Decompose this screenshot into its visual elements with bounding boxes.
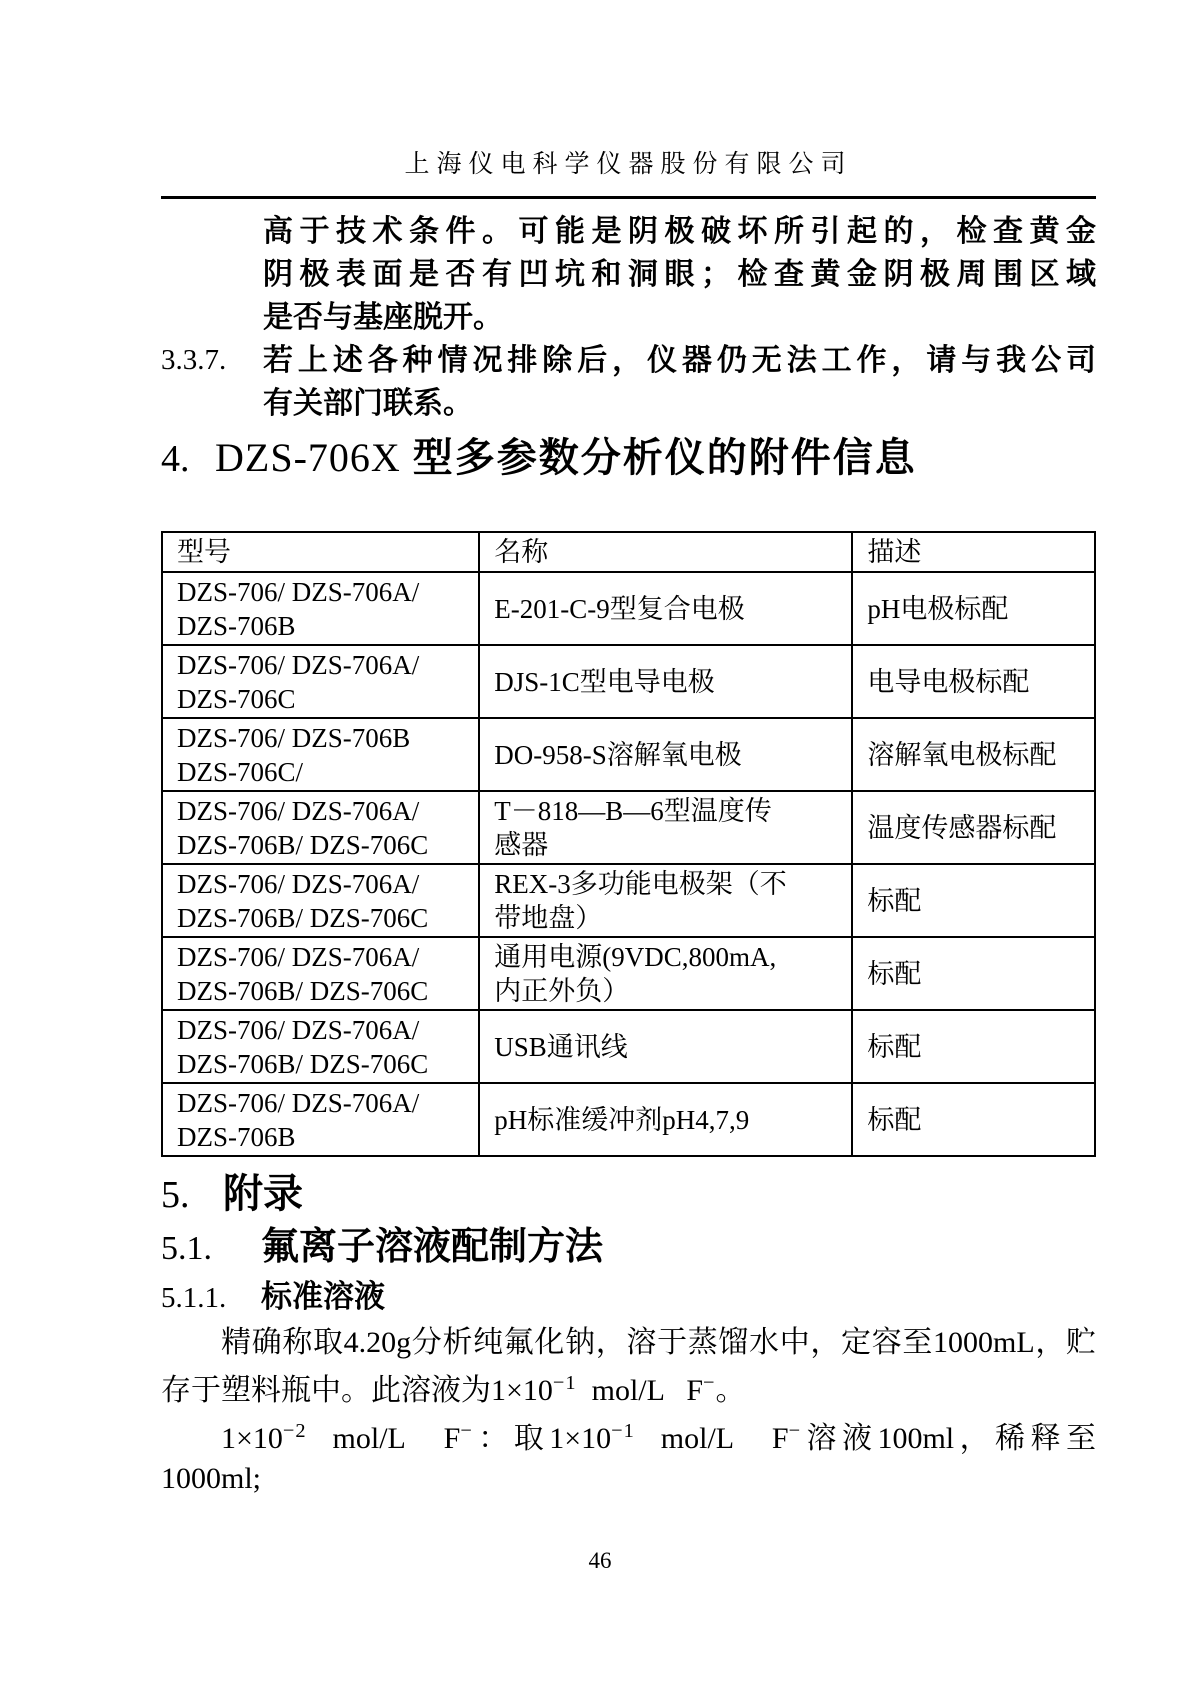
table-header-row xyxy=(162,532,1095,572)
table-row xyxy=(162,937,1095,1010)
accessories-table xyxy=(161,531,1096,1157)
superscript: −1 xyxy=(552,1372,577,1394)
section-number: 5.1. xyxy=(161,1230,212,1267)
appendix-paragraph-1 xyxy=(161,1323,1096,1411)
section-title: 附录 xyxy=(223,1172,303,1216)
model-cell: DZS-706/ DZS-706A/ DZS-706C xyxy=(162,645,479,718)
superscript: − xyxy=(788,1420,802,1442)
model-cell: DZS-706/ DZS-706B DZS-706C/ xyxy=(162,718,479,791)
name-cell: REX-3多功能电极架（不 带地盘） xyxy=(479,864,852,937)
section-title: 氟离子溶液配制方法 xyxy=(261,1226,604,1268)
model-cell: DZS-706/ DZS-706A/ DZS-706B/ DZS-706C xyxy=(162,791,479,864)
name-cell: E-201-C-9型复合电极 xyxy=(479,572,852,645)
name-cell: T－818—B—6型温度传 感器 xyxy=(479,791,852,864)
header-rule xyxy=(161,196,1096,199)
section-5-heading xyxy=(161,1171,1096,1218)
section-number: 4. xyxy=(161,438,190,480)
paragraph-line: 有关部门联系。 xyxy=(263,387,473,420)
desc-cell: 温度传感器标配 xyxy=(852,791,1095,864)
section-title: 型多参数分析仪的附件信息 xyxy=(412,436,917,480)
desc-cell: 电导电极标配 xyxy=(852,645,1095,718)
paragraph-line: $1\times 10^{-2}$ mol/L F−：取$1\times 10^{-1}$ mol/L F−溶液100ml，稀释至 xyxy=(221,1420,1096,1455)
paragraph-line: 若上述各种情况排除后，仪器仍无法工作，请与我公司 xyxy=(263,344,1096,377)
column-header-desc: 描述 xyxy=(852,532,1095,572)
table-row xyxy=(162,572,1095,645)
table-row xyxy=(162,864,1095,937)
troubleshooting-continuation xyxy=(263,210,1096,339)
name-cell: pH标准缓冲剂pH4,7,9 xyxy=(479,1083,852,1156)
column-header-name: 名称 xyxy=(479,532,852,572)
page-number: 46 xyxy=(588,1548,612,1573)
model-cell: DZS-706/ DZS-706A/ DZS-706B/ DZS-706C xyxy=(162,864,479,937)
section-5-1-heading xyxy=(161,1225,1096,1271)
section-5-1-1-heading xyxy=(161,1279,1096,1316)
section-model: DZS-706X xyxy=(215,435,401,480)
superscript: − xyxy=(703,1372,716,1394)
section-title: 标准溶液 xyxy=(261,1279,385,1314)
item-3-3-7 xyxy=(161,339,1096,425)
model-cell: DZS-706/ DZS-706A/ DZS-706B xyxy=(162,572,479,645)
paragraph-line: 高于技术条件。可能是阴极破坏所引起的，检查黄金 xyxy=(263,215,1096,248)
desc-cell: 标配 xyxy=(852,937,1095,1010)
column-header-model: 型号 xyxy=(162,532,479,572)
company-header: 上海仪电科学仪器股份有限公司 xyxy=(404,151,853,178)
name-cell: DO-958-S溶解氧电极 xyxy=(479,718,852,791)
section-number: 5. xyxy=(161,1174,190,1216)
table-row xyxy=(162,1010,1095,1083)
name-cell: USB通讯线 xyxy=(479,1010,852,1083)
table-row xyxy=(162,791,1095,864)
superscript: −1 xyxy=(611,1420,635,1442)
desc-cell: pH电极标配 xyxy=(852,572,1095,645)
paragraph-line: 1000ml; xyxy=(161,1462,262,1495)
item-body xyxy=(263,339,1096,425)
item-number: 3.3.7. xyxy=(161,344,227,376)
superscript: − xyxy=(460,1420,473,1442)
desc-cell: 溶解氧电极标配 xyxy=(852,718,1095,791)
model-cell: DZS-706/ DZS-706A/ DZS-706B/ DZS-706C xyxy=(162,1010,479,1083)
section-number: 5.1.1. xyxy=(161,1282,227,1314)
name-cell: DJS-1C型电导电极 xyxy=(479,645,852,718)
table-row xyxy=(162,718,1095,791)
model-cell: DZS-706/ DZS-706A/ DZS-706B/ DZS-706C xyxy=(162,937,479,1010)
desc-cell: 标配 xyxy=(852,1083,1095,1156)
appendix-paragraph-2 xyxy=(161,1411,1096,1499)
page-content xyxy=(161,0,1096,1696)
section-4-heading xyxy=(161,434,1096,483)
paragraph-line: 是否与基座脱开。 xyxy=(263,301,503,334)
model-cell: DZS-706/ DZS-706A/ DZS-706B xyxy=(162,1083,479,1156)
table-row xyxy=(162,645,1095,718)
superscript: −2 xyxy=(282,1420,307,1442)
paragraph-line: 精确称取4.20g分析纯氟化钠，溶于蒸馏水中，定容至1000mL，贮 xyxy=(221,1326,1096,1359)
table-row xyxy=(162,1083,1095,1156)
desc-cell: 标配 xyxy=(852,864,1095,937)
paragraph-line: 存于塑料瓶中。此溶液为$1\times 10^{-1}$ mol/L F−。 xyxy=(161,1372,746,1407)
desc-cell: 标配 xyxy=(852,1010,1095,1083)
paragraph-line: 阴极表面是否有凹坑和洞眼；检查黄金阴极周围区域 xyxy=(263,258,1096,291)
name-cell: 通用电源(9VDC,800mA, 内正外负） xyxy=(479,937,852,1010)
